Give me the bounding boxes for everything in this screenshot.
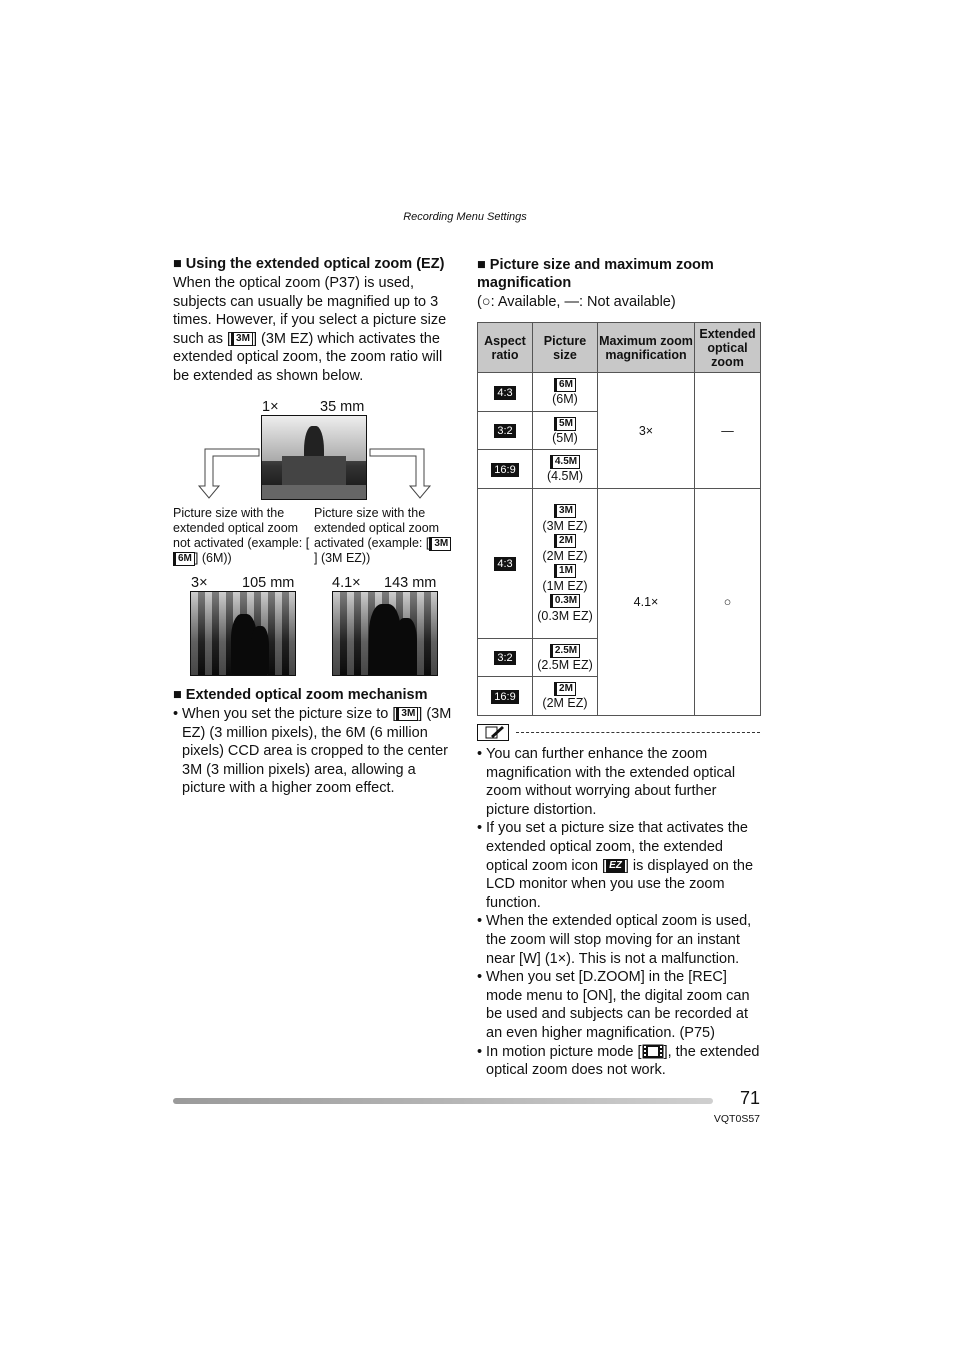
extended-zoom-cell: ○	[695, 489, 761, 716]
zoom-table	[477, 322, 761, 716]
caption-activated: Picture size with the extended optical zoom activated (example: [ 3M] (3M EZ))	[314, 506, 454, 566]
notes-list	[477, 745, 761, 1080]
motion-picture-icon	[642, 1044, 664, 1059]
aspect-ratio-badge: 4:3	[494, 386, 515, 400]
availability-legend: (○: Available, —: Not available)	[477, 294, 676, 310]
mechanism-heading: ■ Extended optical zoom mechanism	[173, 687, 428, 703]
col-picture-size: Picture size	[533, 323, 598, 373]
picture-size-icon: 0.3M	[550, 594, 580, 608]
col-max-zoom: Maximum zoom magnification	[598, 323, 695, 373]
aspect-ratio-badge: 3:2	[494, 424, 515, 438]
ez-paragraph: When the optical zoom (P37) is used, subjects can usually be magnified up to 3 times. However, if you select a picture size such as [ 3M ] (3M EZ) which activates the extended optical zoom, the zoom ratio will be extended as shown below.	[173, 275, 447, 384]
picture-size-icon: 2M	[554, 534, 576, 548]
table-row: 16:9 4.5M (4.5M)	[478, 450, 761, 489]
picture-size-icon: 2M	[554, 682, 576, 696]
col-aspect-ratio: Aspect ratio	[478, 323, 533, 373]
mechanism-list	[173, 705, 458, 798]
picture-size-icon: 1M	[554, 564, 576, 578]
table-row: 3:2 2.5M (2.5M EZ)	[478, 639, 761, 677]
picture-size-icon: 2.5M	[550, 644, 580, 658]
table-heading: ■ Picture size and maximum zoom magnification	[477, 257, 714, 291]
list-item: • When you set the picture size to [ 3M ] (3M EZ) (3 million pixels), the 6M (6 million pixels) CCD area is cropped to the center 3M (3 million pixels) area, allowing a picture with a higher zoom effect.	[173, 705, 458, 798]
arrow-down-right-icon	[369, 446, 433, 502]
aspect-ratio-badge: 4:3	[494, 557, 515, 571]
table-row: 4:3 6M (6M) 3× —	[478, 373, 761, 412]
note-divider	[516, 732, 760, 733]
picture-size-icon: 3M	[554, 504, 576, 518]
picture-size-icon: 5M	[554, 417, 576, 431]
left-zoom-value: 3×	[191, 575, 208, 591]
square-bullet-icon: ■	[173, 256, 186, 272]
list-item: • When you set [D.ZOOM] in the [REC] mode menu to [ON], the digital zoom can be used and subjects can be recorded at an even higher magnification. (P75)	[477, 968, 761, 1042]
diagram-top-focal: 35 mm	[320, 399, 365, 415]
photo-3x	[190, 591, 296, 676]
note-pencil-icon	[477, 724, 509, 741]
table-row: 3:2 5M (5M)	[478, 412, 761, 450]
table-row: 16:9 2M (2M EZ)	[478, 677, 761, 716]
ez-heading: ■ Using the extended optical zoom (EZ)	[173, 256, 445, 272]
aspect-ratio-badge: 3:2	[494, 651, 515, 665]
right-zoom-value: 4.1×	[332, 575, 361, 591]
document-code: VQT0S57	[713, 1113, 760, 1125]
photo-4-1x	[332, 591, 438, 676]
aspect-ratio-badge: 16:9	[491, 690, 518, 704]
extended-zoom-ez-icon: EZ	[606, 859, 625, 873]
picture-size-icon: 4.5M	[550, 455, 580, 469]
left-focal-value: 105 mm	[242, 575, 295, 591]
picture-size-3m-icon: 3M	[396, 707, 418, 721]
max-zoom-cell: 3×	[598, 373, 695, 489]
col-extended-zoom: Extended optical zoom	[695, 323, 761, 373]
aspect-ratio-badge: 16:9	[491, 463, 518, 477]
diagram-top-zoom: 1×	[262, 399, 279, 415]
footer-bar	[173, 1098, 713, 1104]
list-item: • You can further enhance the zoom magnification with the extended optical zoom without worrying about further picture distortion.	[477, 745, 761, 819]
square-bullet-icon: ■	[477, 257, 490, 273]
arrow-down-left-icon	[196, 446, 260, 502]
square-bullet-icon: ■	[173, 687, 186, 703]
picture-size-icon: 6M	[554, 378, 576, 392]
list-item: • In motion picture mode [ ], the extended optical zoom does not work.	[477, 1043, 761, 1080]
page-number: 71	[739, 1088, 760, 1108]
max-zoom-cell: 4.1×	[598, 489, 695, 716]
caption-not-activated: Picture size with the extended optical zoom not activated (example: [6M ] (6M))	[173, 506, 310, 565]
list-item: • When the extended optical zoom is used, the zoom will stop moving for an instant near [W] (1×). This is not a malfunction.	[477, 912, 761, 968]
picture-size-3m-icon: 3M	[231, 332, 253, 346]
table-row: 4:3 3M (3M EZ) 2M (2M EZ) 1M (1M EZ) 0.3M (0.3M EZ) 4.1× ○	[478, 489, 761, 639]
picture-size-3m-icon: 3M	[429, 537, 451, 551]
picture-size-6m-icon: 6M	[173, 552, 195, 566]
photo-wide	[261, 415, 367, 500]
extended-zoom-cell: —	[695, 373, 761, 489]
list-item: • If you set a picture size that activates the extended optical zoom, the extended optical zoom icon [ EZ ] is displayed on the LCD monitor when you use the zoom function.	[477, 819, 761, 912]
section-title: Recording Menu Settings	[403, 211, 527, 223]
right-focal-value: 143 mm	[384, 575, 437, 591]
